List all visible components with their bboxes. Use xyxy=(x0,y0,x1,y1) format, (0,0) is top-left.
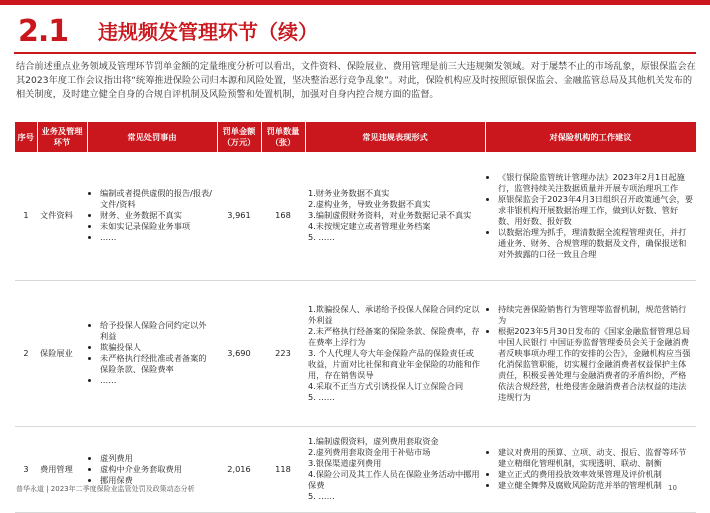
footer-source: 普华永道 | 2023年二季度保险业监管处罚及政策动态分析 xyxy=(16,485,195,493)
intro-paragraph: 结合前述重点业务领域及管理环节罚单金额的定量维度分析可以看出，文件资料、保险展业、费用管理是前三大违规频发领域。对于屡禁不止的市场乱象，原银保监会在其2023年度工作会议指出将“统筹推进保险公司归本源和风险处置，坚决整治恶行竞争乱象”。对此，保险机构应及时按照原银保监会、金融监管总局及其他机关发布的相关制度，及时建立健全自身的合规自评机制及风险预警和处置机制，加强对自身内控合规方面的监督。 xyxy=(16,61,696,100)
form-line: 4.未按规定建立或者管理业务档案 xyxy=(308,221,431,232)
form-line: 4.保险公司及其工作人员在保险业务活动中挪用保费 xyxy=(308,469,480,490)
form-line: 5. …… xyxy=(308,391,335,402)
form-line: 1.欺骗投保人、承诺给予投保人保险合同约定以外利益 xyxy=(308,303,480,325)
form-line: 3.编制虚假财务资料，对业务数据记录不真实 xyxy=(308,210,472,221)
header-cell: 常见违规表现形式 xyxy=(305,122,485,152)
header-cell: 罚单金额（万元） xyxy=(217,122,261,152)
list-item: • 原银保监会于2023年4月3日组织召开政策通气会，要求非银机构开展数据治理工作，做到认好数、管好数、用好数、报好数 xyxy=(498,194,693,227)
top-accent-bar xyxy=(0,0,710,5)
list-item: • 建立健全舞弊及腐败风险防范并举的管理机制 xyxy=(498,480,693,491)
row-index: 3 xyxy=(15,426,37,512)
row-link: 文件资料 xyxy=(37,152,87,280)
table-row xyxy=(15,426,696,512)
row-count: 223 xyxy=(261,280,305,426)
header-cell: 业务及管理环节 xyxy=(37,122,87,152)
row-advice xyxy=(485,426,696,512)
table-header-row xyxy=(15,122,696,152)
list-item: • 欺骗投保人 xyxy=(100,342,214,353)
form-line: 1.财务业务数据不真实 xyxy=(308,188,390,199)
section-number: 2.1 xyxy=(18,14,69,49)
row-causes xyxy=(87,280,217,426)
header-cell: 常见处罚事由 xyxy=(87,122,217,152)
row-count: 118 xyxy=(261,426,305,512)
row-amount: 3,690 xyxy=(217,280,261,426)
row-forms xyxy=(305,280,485,426)
violation-table xyxy=(15,122,697,513)
page-title: 违规频发管理环节（续） xyxy=(98,20,318,44)
list-item: • 编制或者提供虚假的报告/报表/文件/资料 xyxy=(100,188,214,210)
row-amount: 2,016 xyxy=(217,426,261,512)
list-item: • 财务、业务数据不真实 xyxy=(100,210,214,221)
page-number: 10 xyxy=(668,484,677,492)
header-cell: 罚单数量（张） xyxy=(261,122,305,152)
list-item: • 《银行保险监管统计管理办法》2023年2月1日起施行，监管持续关注数据质量并开展专项治理巩工作 xyxy=(498,172,693,194)
row-index: 2 xyxy=(15,280,37,426)
row-advice xyxy=(485,152,696,280)
table-row xyxy=(15,152,696,280)
row-causes xyxy=(87,426,217,512)
row-forms xyxy=(305,152,485,280)
form-line: 3.银保渠道虚列费用 xyxy=(308,458,382,468)
table-row xyxy=(15,280,696,426)
row-advice xyxy=(485,280,696,426)
form-line: 2.虚构业务，导致业务数据不真实 xyxy=(308,199,431,210)
form-line: 2.虚列费用套取资金用于补贴市场 xyxy=(308,447,431,457)
list-item: • …… xyxy=(100,232,214,243)
form-line: 1.编制虚假资料，虚列费用套取资金 xyxy=(308,436,439,446)
row-link: 费用管理 xyxy=(37,426,87,512)
list-item: • 挪用保费 xyxy=(100,475,214,486)
row-index: 1 xyxy=(15,152,37,280)
list-item: • 以数据治理为抓手，理清数据全流程管理责任，并打通业务、财务、合规管理的数据及文件，确保报送和对外披露的口径一致且合理 xyxy=(498,227,693,260)
row-causes xyxy=(87,152,217,280)
list-item: • 建立正式的费用投放效率效果管理及评价机制 xyxy=(498,469,693,480)
list-item: • 虚构中介业务套取费用 xyxy=(100,464,214,475)
row-link: 保险展业 xyxy=(37,280,87,426)
form-line: 2.未严格执行经备案的保险条款、保险费率，存在费率上浮行为 xyxy=(308,325,480,347)
list-item: • 建议对费用的预算、立项、动支、报后、监督等环节建立精细化管理机制，实现透明、联动、制衡 xyxy=(498,447,693,469)
title-divider xyxy=(14,52,696,54)
header-cell: 序号 xyxy=(15,122,37,152)
list-item: • 给予投保人保险合同约定以外利益 xyxy=(100,320,214,342)
list-item: • 持续完善保险销售行为管理等监督机制，规范营销行为 xyxy=(498,304,693,326)
list-item: • 虚列费用 xyxy=(100,453,214,464)
row-forms xyxy=(305,426,485,512)
list-item: • 根据2023年5月30日发布的《国家金融监督管理总局 中国人民银行 中国证券监督管理委员会关于金融消费者反映事项办理工作的安排的公告》，金融机构应当强化消保监管职能，切实履行金融消费者权益保护主体责任，积极妥善处理与金融消费者的矛盾纠纷，严格依法合规经营，杜绝侵害金融消费者合法权益的违法违规行为 xyxy=(498,326,693,403)
form-line: 4.采取不正当方式引诱投保人订立保险合同 xyxy=(308,380,464,391)
row-count: 168 xyxy=(261,152,305,280)
form-line: 5. …… xyxy=(308,232,335,243)
header-cell: 对保险机构的工作建议 xyxy=(485,122,696,152)
list-item: • 未严格执行经批准或者备案的保险条款、保险费率 xyxy=(100,353,214,375)
form-line: 5. …… xyxy=(308,491,335,501)
list-item: • …… xyxy=(100,375,214,386)
row-amount: 3,961 xyxy=(217,152,261,280)
list-item: • 未如实记录保险业务事项 xyxy=(100,221,214,232)
form-line: 3. 个人代理人夸大年金保险产品的保险责任或收益，片面对比社保和商业年金保险的功能和作用，存在销售误导 xyxy=(308,347,480,380)
